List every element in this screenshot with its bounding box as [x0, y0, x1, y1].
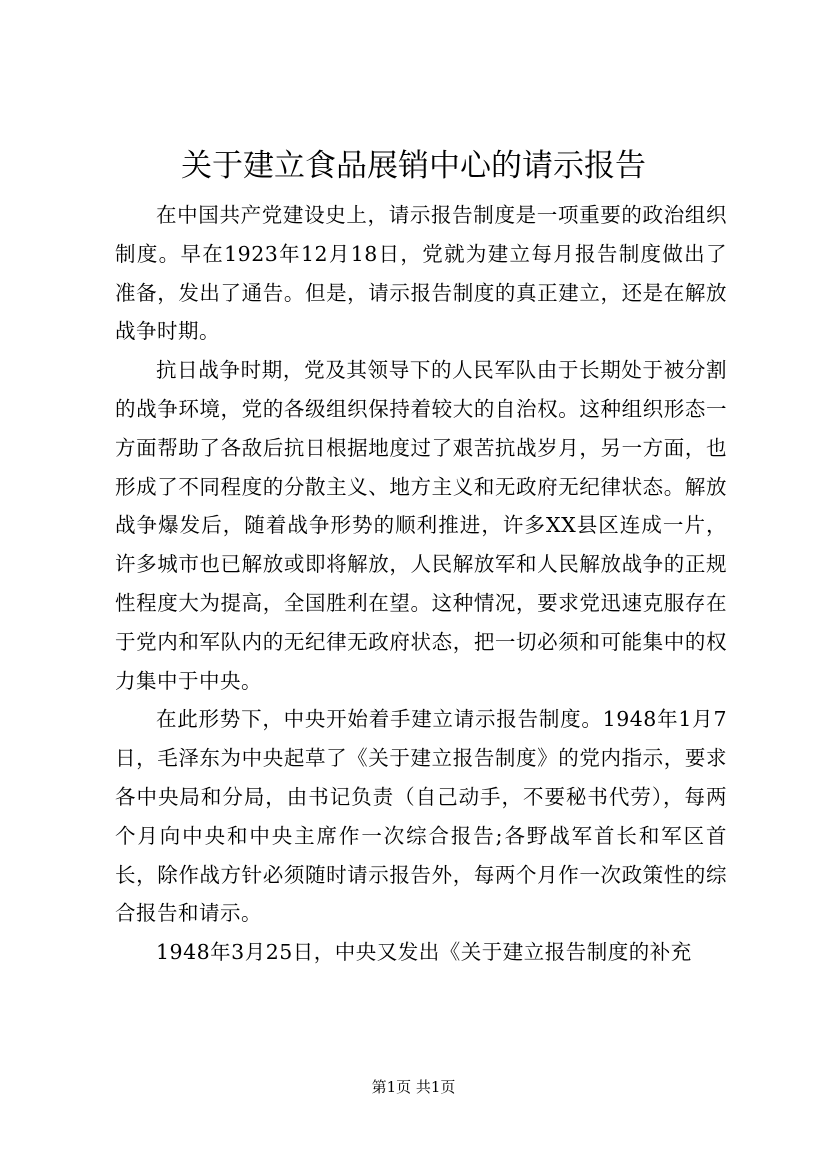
paragraph-3: 在此形势下，中央开始着手建立请示报告制度。1948年1月7日，毛泽东为中央起草了《关于建立报告制度》的党内指示，要求各中央局和分局，由书记负责（自己动手，不要秘书代劳），每两个月向中央和中央主席作一次综合报告;各野战军首长和军区首长，除作战方针必须随时请示报告外，每两个月作一次政策性的综合报告和请示。 — [115, 707, 727, 926]
paragraph-4: 1948年3月25日，中央又发出《关于建立报告制度的补充 — [156, 940, 692, 965]
document-title: 关于建立食品展销中心的请示报告 — [181, 148, 646, 184]
document-body — [115, 196, 727, 972]
paragraph-1: 在中国共产党建设史上，请示报告制度是一项重要的政治组织制度。早在1923年12月18日，党就为建立每月报告制度做出了准备，发出了通告。但是，请示报告制度的真正建立，还是在解放战争时期。 — [115, 203, 727, 344]
paragraph-2: 抗日战争时期，党及其领导下的人民军队由于长期处于被分割的战争环境，党的各级组织保持着较大的自治权。这种组织形态一方面帮助了各敌后抗日根据地度过了艰苦抗战岁月，另一方面，也形成了不同程度的分散主义、地方主义和无政府无纪律状态。解放战争爆发后，随着战争形势的顺利推进，许多XX县区连成一片，许多城市也已解放或即将解放，人民解放军和人民解放战争的正规性程度大为提高，全国胜利在望。这种情况，要求党迅速克服存在于党内和军队内的无纪律无政府状态，把一切必须和可能集中的权力集中于中央。 — [115, 358, 727, 693]
page-footer: 第1页 共1页 — [371, 1078, 456, 1096]
